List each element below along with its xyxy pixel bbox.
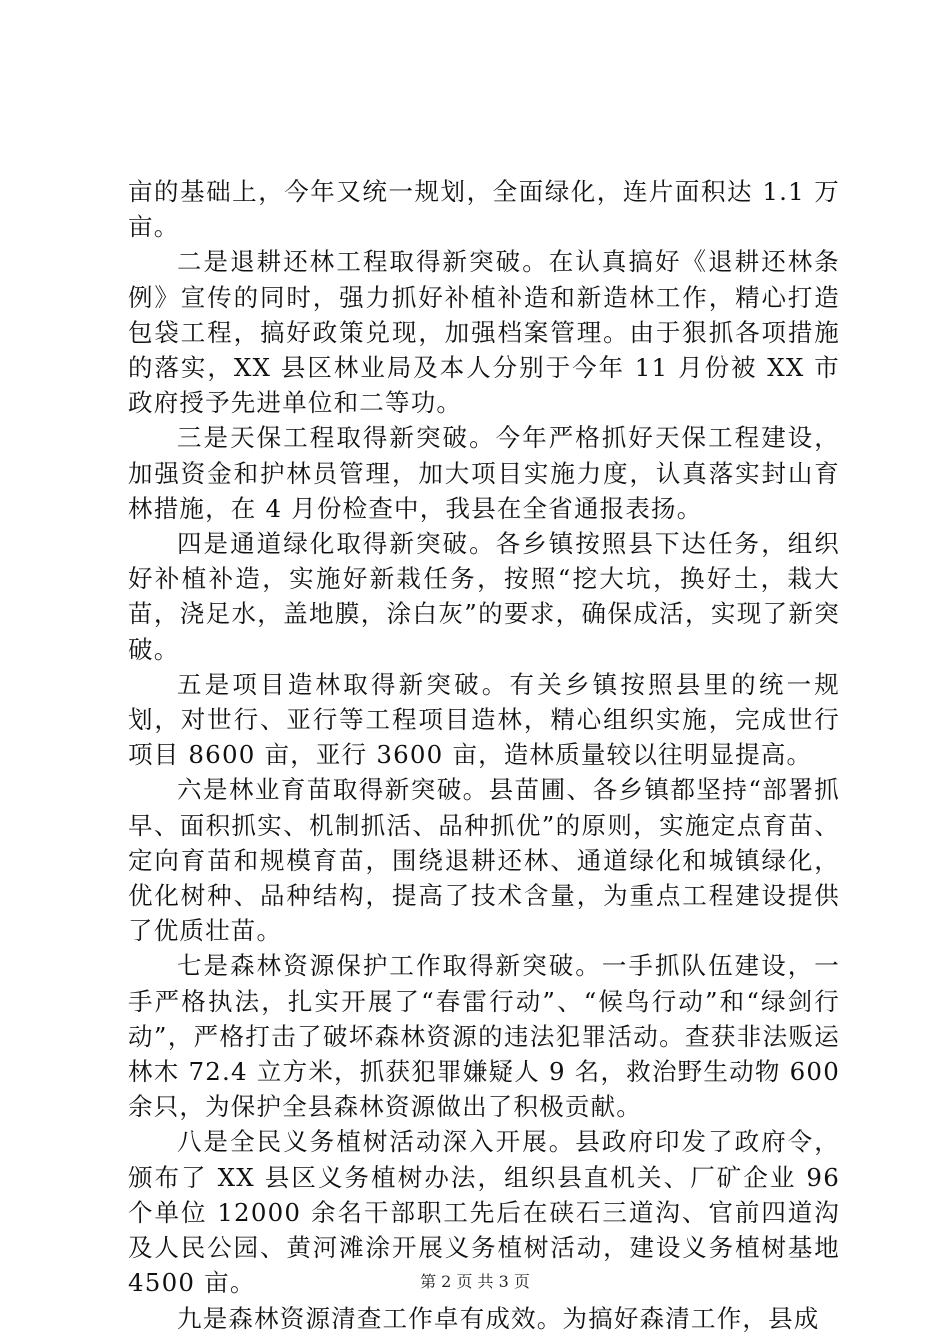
- document-body: [128, 174, 840, 1336]
- page-number: 第 2 页 共 3 页: [420, 1272, 530, 1291]
- paragraph-6: 六是林业育苗取得新突破。县苗圃、各乡镇都坚持“部署抓早、面积抓实、机制抓活、品种抓优”的原则，实施定点育苗、定向育苗和规模育苗，围绕退耕还林、通道绿化和城镇绿化，优化树种、品种结构，提高了技术含量，为重点工程建设提供了优质壮苗。: [128, 775, 840, 946]
- paragraph-4: 四是通道绿化取得新突破。各乡镇按照县下达任务，组织好补植补造，实施好新栽任务，按照“挖大坑，换好土，栽大苗，浇足水，盖地膜，涂白灰”的要求，确保成活，实现了新突破。: [128, 529, 840, 664]
- paragraph-3: 三是天保工程取得新突破。今年严格抓好天保工程建设，加强资金和护林员管理，加大项目实施力度，认真落实封山育林措施，在 4 月份检查中，我县在全省通报表扬。: [128, 423, 840, 523]
- paragraph-5: 五是项目造林取得新突破。有关乡镇按照县里的统一规划，对世行、亚行等工程项目造林，精心组织实施，完成世行项目 8600 亩，亚行 3600 亩，造林质量较以往明显提高。: [128, 669, 840, 770]
- paragraph-9: 九是森林资源清查工作卓有成效。为搞好森清工作，县成: [177, 1303, 820, 1333]
- paragraph-continuation: 亩的基础上，今年又统一规划，全面绿化，连片面积达 1.1 万亩。: [128, 177, 840, 242]
- paragraph-2: 二是退耕还林工程取得新突破。在认真搞好《退耕还林条例》宣传的同时，强力抓好补植补造和新造林工作，精心打造包袋工程，搞好政策兑现，加强档案管理。由于狠抓各项措施的落实，XX 县区林业局及本人分别于今年 11 月份被 XX 市政府授予先进单位和二等功。: [128, 247, 840, 418]
- paragraph-8: 八是全民义务植树活动深入开展。县政府印发了政府令，颁布了 XX 县区义务植树办法，组织县直机关、厂矿企业 96 个单位 12000 余名干部职工先后在硖石三道沟、官前四道沟及人民公园、黄河滩涂开展义务植树活动，建设义务植树基地 4500 亩。: [128, 1127, 840, 1298]
- paragraph-7: 七是森林资源保护工作取得新突破。一手抓队伍建设，一手严格执法，扎实开展了“春雷行动”、“候鸟行动”和“绿剑行动”，严格打击了破坏森林资源的违法犯罪活动。查获非法贩运林木 72.4 立方米，抓获犯罪嫌疑人 9 名，救治野生动物 600 余只，为保护全县森林资源做出了积极贡献。: [128, 951, 840, 1122]
